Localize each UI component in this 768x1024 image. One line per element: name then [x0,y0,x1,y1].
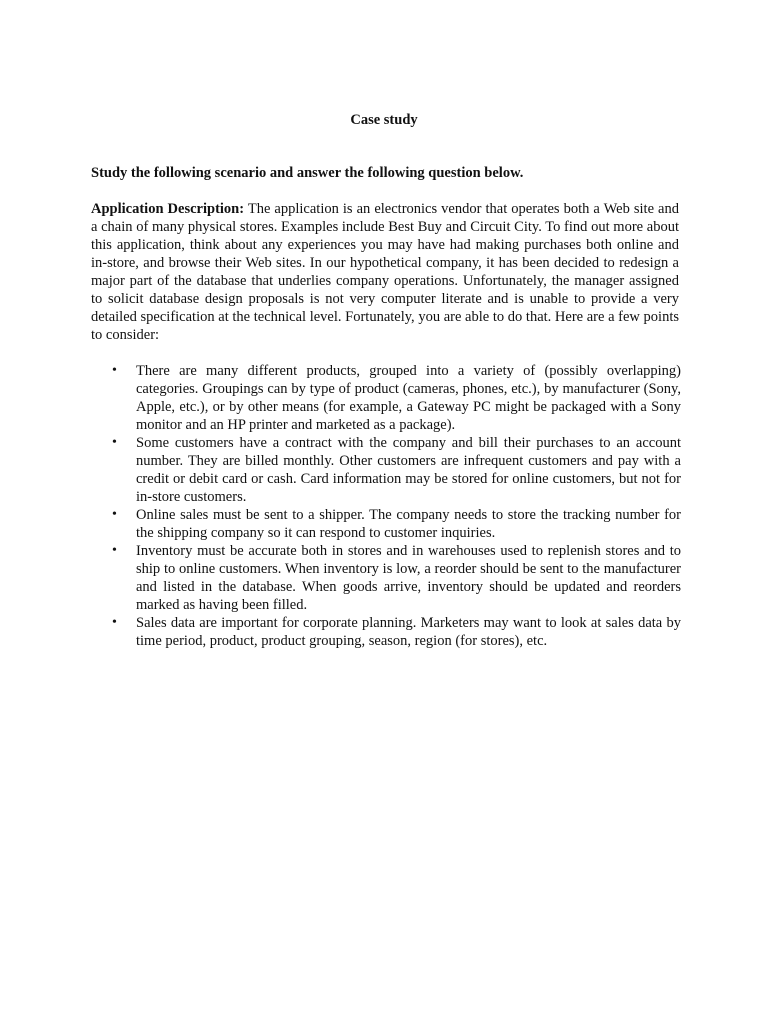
list-item-text: Online sales must be sent to a shipper. The company needs to store the tracking number for the shipping company so it can respond to customer inquiries. [136,507,681,541]
list-item-text: Some customers have a contract with the company and bill their purchases to an account number. They are billed monthly. Other customers are infrequent customers and pay with a credit or debit card or cash. Card information may be stored for online customers, but not for in-store customers. [136,435,681,505]
list-item-text: Inventory must be accurate both in stores and in warehouses used to replenish stores and to ship to online customers. When inventory is low, a reorder should be sent to the manufacturer and listed in the database. When goods arrive, inventory should be updated and reorders marked as having been filled. [136,543,681,613]
list-item-text: There are many different products, grouped into a variety of (possibly overlapping) categories. Groupings can by type of product (cameras, phones, etc.), by manufacturer (Sony, Apple, etc.), or by other means (for example, a Gateway PC might be packaged with a Sony monitor and an HP printer and marketed as a package). [136,363,681,433]
bullet-icon: • [112,543,117,558]
bullet-icon: • [112,615,117,630]
list-item [91,434,681,506]
list-item [91,614,681,650]
instruction-text: Study the following scenario and answer the following question below. [91,165,524,181]
bullet-icon: • [112,363,117,378]
list-item [91,542,681,614]
description-text: The application is an electronics vendor that operates both a Web site and a chain of many physical stores. Examples include Best Buy and Circuit City. To find out more about this application, think about any experiences you may have had making purchases both online and in-store, and browse their Web sites. In our hypothetical company, it has been decided to redesign a major part of the database that underlies company operations. Unfortunately, the manager assigned to solicit database design proposals is not very computer literate and is unable to provide a very detailed specification at the technical level. Fortunately, you are able to do that. Here are a few points to consider: [91,201,679,343]
application-description [91,200,679,344]
description-label: Application Description: [91,201,245,217]
page-title: Case study [350,112,418,128]
bullet-icon: • [112,507,117,522]
list-item-text: Sales data are important for corporate planning. Marketers may want to look at sales data by time period, product, product grouping, season, region (for stores), etc. [136,615,681,649]
bullet-icon: • [112,435,117,450]
considerations-list [91,362,681,650]
list-item [91,362,681,434]
list-item [91,506,681,542]
